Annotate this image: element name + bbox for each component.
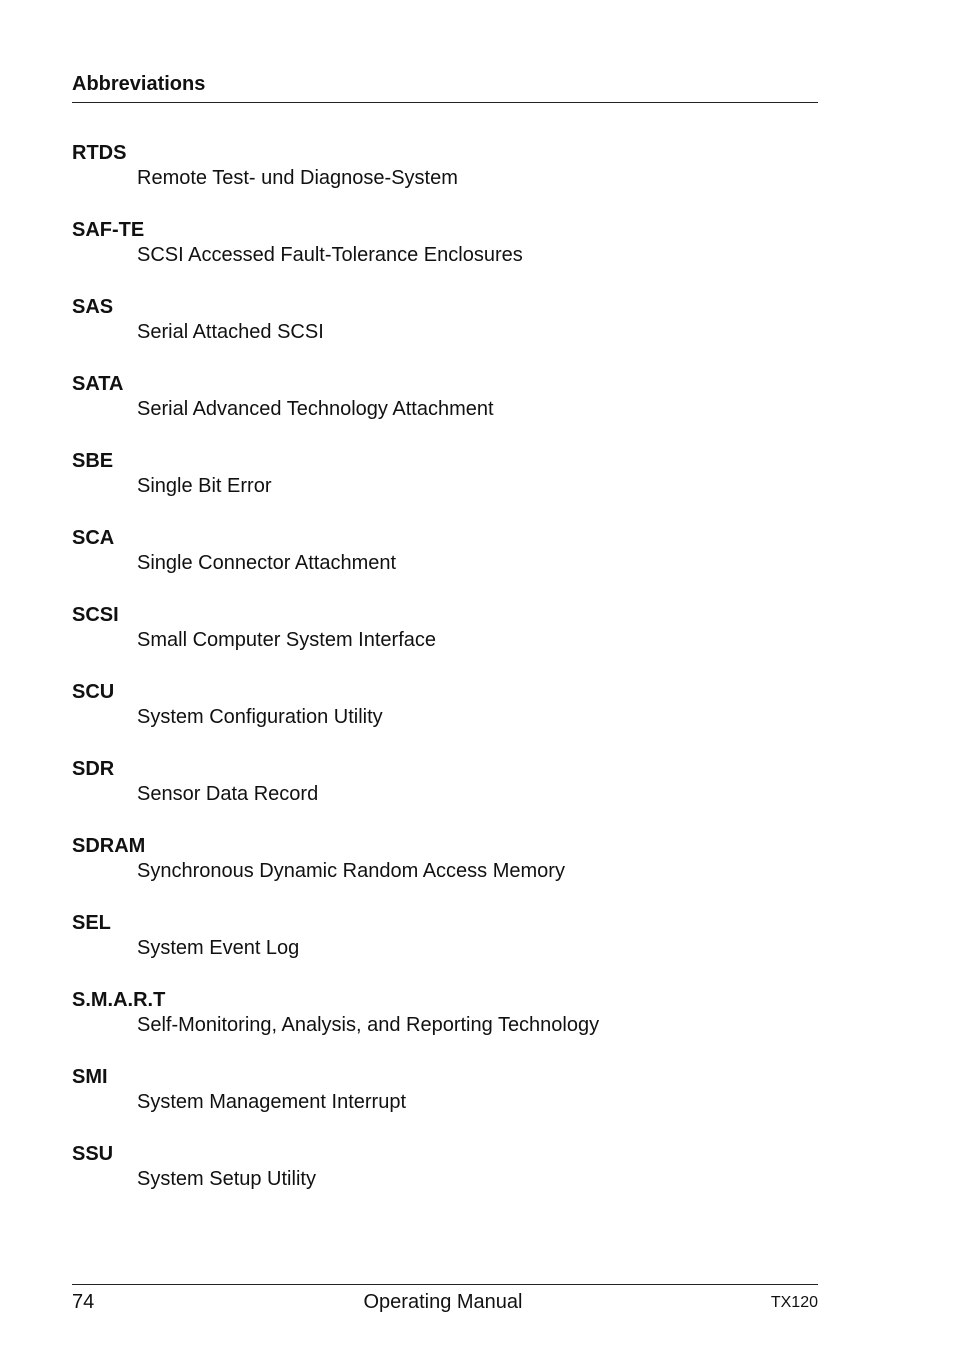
list-item <box>72 1064 818 1141</box>
abbreviation-term: SCSI <box>72 604 119 626</box>
page-header <box>72 70 818 103</box>
page-number: 74 <box>72 1291 95 1313</box>
list-item <box>72 833 818 910</box>
list-item <box>72 525 818 602</box>
list-item <box>72 602 818 679</box>
abbreviation-definition: Single Connector Attachment <box>137 552 397 574</box>
list-item <box>72 217 818 294</box>
abbreviation-term: SDRAM <box>72 835 146 857</box>
footer-title: Operating Manual <box>363 1291 523 1313</box>
abbreviation-definition: System Configuration Utility <box>137 706 383 728</box>
abbreviation-definition: SCSI Accessed Fault-Tolerance Enclosures <box>137 244 523 266</box>
abbreviation-term: SCA <box>72 527 115 549</box>
abbreviation-term: SDR <box>72 758 115 780</box>
list-item <box>72 756 818 833</box>
abbreviation-term: S.M.A.R.T <box>72 989 166 1011</box>
abbreviation-list <box>72 140 818 1218</box>
abbreviation-definition: Serial Advanced Technology Attachment <box>137 398 494 420</box>
abbreviation-definition: System Setup Utility <box>137 1168 316 1190</box>
list-item <box>72 448 818 525</box>
abbreviation-definition: Self-Monitoring, Analysis, and Reporting Technology <box>137 1014 600 1036</box>
list-item <box>72 910 818 987</box>
list-item <box>72 140 818 217</box>
abbreviation-definition: Small Computer System Interface <box>137 629 436 651</box>
abbreviation-definition: Single Bit Error <box>137 475 272 497</box>
abbreviation-definition: Remote Test- und Diagnose-System <box>137 167 458 189</box>
page-footer <box>72 1284 818 1321</box>
abbreviation-term: SBE <box>72 450 114 472</box>
abbreviation-definition: System Event Log <box>137 937 300 959</box>
abbreviation-definition: Synchronous Dynamic Random Access Memory <box>137 860 565 882</box>
abbreviation-definition: System Management Interrupt <box>137 1091 407 1113</box>
page-title: Abbreviations <box>72 73 206 95</box>
abbreviation-term: SAF-TE <box>72 219 145 241</box>
abbreviation-term: SMI <box>72 1066 108 1088</box>
list-item <box>72 371 818 448</box>
abbreviation-term: SATA <box>72 373 124 395</box>
footer-model: TX120 <box>770 1294 818 1311</box>
list-item <box>72 1141 818 1218</box>
abbreviation-term: RTDS <box>72 142 127 164</box>
abbreviation-term: SSU <box>72 1143 114 1165</box>
list-item <box>72 987 818 1064</box>
list-item <box>72 679 818 756</box>
abbreviation-term: SAS <box>72 296 114 318</box>
abbreviation-definition: Sensor Data Record <box>137 783 319 805</box>
abbreviation-term: SCU <box>72 681 115 703</box>
abbreviation-term: SEL <box>72 912 111 934</box>
list-item <box>72 294 818 371</box>
abbreviation-definition: Serial Attached SCSI <box>137 321 324 343</box>
